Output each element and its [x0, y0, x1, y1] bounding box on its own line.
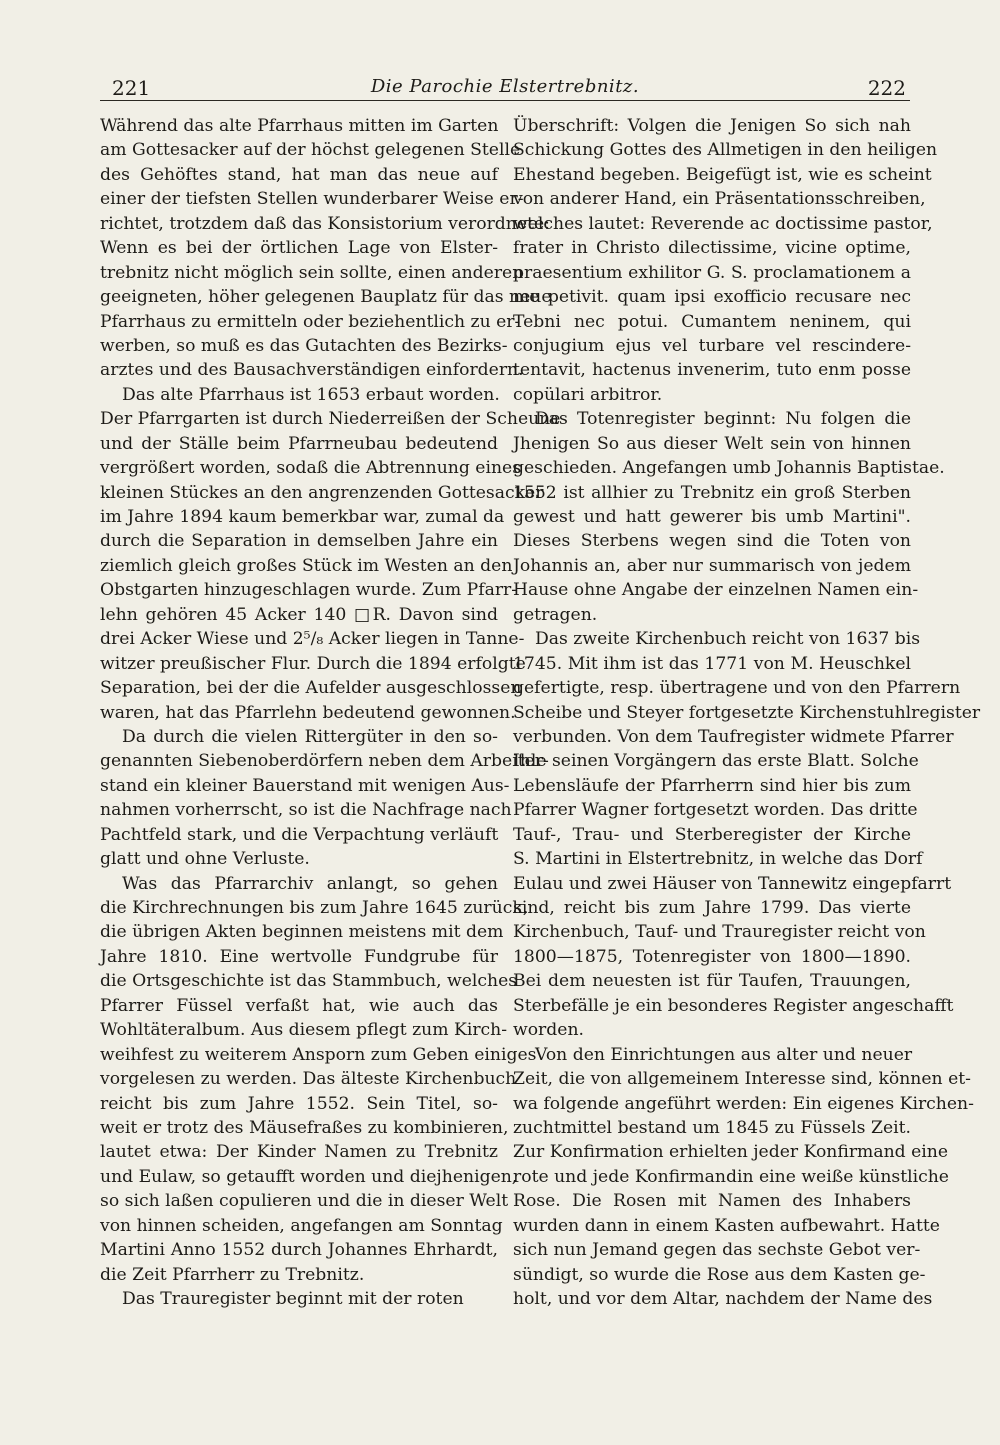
text-line: Pfarrer Füssel verfaßt hat, wie auch das [100, 995, 498, 1016]
text-line: sind, reicht bis zum Jahre 1799. Das vierte [513, 898, 911, 918]
text-line: durch die Separation in demselben Jahre ein [100, 531, 498, 552]
text-line: arztes und des Bausachverständigen einfordern. [100, 360, 524, 381]
text-line: Kirchenbuch, Tauf- und Trauregister reicht von [513, 922, 926, 943]
text-line: Während das alte Pfarrhaus mitten im Garten [100, 116, 499, 136]
header-rule [100, 100, 910, 101]
text-line: die Ortsgeschichte ist das Stammbuch, welches [100, 971, 518, 992]
text-line: einer der tiefsten Stellen wunderbarer Weise er- [100, 189, 524, 210]
text-line: lautet etwa: Der Kinder Namen zu Trebnitz [100, 1142, 498, 1163]
text-line: nahmen vorherrscht, so ist die Nachfrage nach [100, 800, 512, 821]
text-line: drei Acker Wiese und 2⁵/₈ Acker liegen in Tanne- [100, 629, 525, 650]
text-line: holt, und vor dem Altar, nachdem der Name des [513, 1289, 933, 1309]
text-line: glatt und ohne Verluste. [100, 849, 310, 870]
text-line: Das Trauregister beginnt mit der roten [122, 1289, 464, 1309]
text-line: die Zeit Pfarrherr zu Trebnitz. [100, 1264, 365, 1285]
text-line: Ehestand begeben. Beigefügt ist, wie es scheint [513, 164, 932, 185]
text-line: 1745. Mit ihm ist das 1771 von M. Heuschkel [513, 653, 911, 674]
text-line: witzer preußischer Flur. Durch die 1894 erfolgte [100, 653, 526, 674]
text-line: gewest und hatt gewerer bis umb Martini". [513, 507, 911, 527]
text-line: des Gehöftes stand, hat man das neue auf [100, 164, 498, 185]
text-line: Tebni nec potui. Cumantem neninem, qui [513, 311, 911, 332]
text-line: die Kirchrechnungen bis zum Jahre 1645 zurück, [100, 898, 529, 918]
text-line: Pfarrer Wagner fortgesetzt worden. Das dritte [513, 800, 918, 821]
text-line: wurden dann in einem Kasten aufbewahrt. Hatte [513, 1215, 940, 1236]
text-line: wa folgende angeführt werden: Ein eigenes Kirchen- [513, 1093, 974, 1114]
text-line: rote und jede Konfirmandin eine weiße künstliche [513, 1166, 949, 1187]
right-column [513, 114, 981, 1311]
text-line: Martini Anno 1552 durch Johannes Ehrhardt, [100, 1240, 498, 1261]
text-line: Zur Konfirmation erhielten jeder Konfirmand eine [513, 1142, 949, 1163]
text-line: reicht bis zum Jahre 1552. Sein Titel, so- [100, 1093, 498, 1114]
text-line: waren, hat das Pfarrlehn bedeutend gewonnen. [100, 702, 516, 723]
text-line: vergrößert worden, sodaß die Abtrennung eines [100, 458, 522, 479]
text-line: 1552 ist allhier zu Trebnitz ein groß Sterben [513, 482, 911, 503]
text-line: Sterbefälle je ein besonderes Register angeschafft [513, 995, 954, 1016]
text-line: welches lautet: Reverende ac doctissime pastor, [513, 213, 933, 234]
text-line: Zeit, die von allgemeinem Interesse sind, können et- [513, 1069, 971, 1090]
text-line: Der Pfarrgarten ist durch Niederreißen der Scheune [100, 409, 561, 430]
text-line: Johannis an, aber nur summarisch von jedem [513, 555, 911, 576]
text-line: Überschrift: Volgen die Jenigen So sich nah [513, 116, 911, 136]
page-header [100, 70, 910, 104]
text-line: Rose. Die Rosen mit Namen des Inhabers [513, 1191, 911, 1212]
text-line: worden. [513, 1020, 584, 1041]
text-line: Von den Einrichtungen aus alter und neuer [535, 1044, 913, 1065]
text-line: Pfarrhaus zu ermitteln oder beziehentlich zu er- [100, 311, 521, 332]
text-line: 1800—1875, Totenregister von 1800—1890. [513, 946, 911, 967]
text-line: S. Martini in Elstertrebnitz, in welche das Dorf [513, 849, 923, 870]
text-line: gefertigte, resp. übertragene und von den Pfarrern [513, 678, 961, 699]
text-line: Jahre 1810. Eine wertvolle Fundgrube für [100, 946, 498, 967]
text-line: conjugium ejus vel turbare vel rescindere- [513, 335, 911, 356]
text-line: tentavit, hactenus invenerim, tuto enm posse [513, 360, 911, 381]
text-line: genannten Siebenoberdörfern neben dem Arbeiter- [100, 751, 549, 772]
text-line: von hinnen scheiden, angefangen am Sonntag [100, 1215, 503, 1236]
text-line: zuchtmittel bestand um 1845 zu Füssels Zeit. [513, 1117, 911, 1138]
text-line: am Gottesacker auf der höchst gelegenen Stelle [100, 140, 521, 161]
text-line: Ihle seinen Vorgängern das erste Blatt. Solche [513, 751, 919, 772]
text-line: die übrigen Akten beginnen meistens mit dem [100, 922, 504, 943]
text-line: vorgelesen zu werden. Das älteste Kirchenbuch [100, 1069, 517, 1090]
text-line: Schickung Gottes des Allmetigen in den heiligen [513, 140, 938, 161]
text-line: sündigt, so wurde die Rose aus dem Kasten ge- [513, 1264, 926, 1285]
text-line: von anderer Hand, ein Präsentationsschreiben, [513, 189, 926, 210]
text-line: copülari arbitror. [513, 384, 663, 405]
text-line: geeigneten, höher gelegenen Bauplatz für das neue [100, 287, 552, 308]
text-line: Eulau und zwei Häuser von Tannewitz eingepfarrt [513, 873, 952, 894]
text-line: lehn gehören 45 Acker 140 □R. Davon sind [100, 604, 498, 625]
text-line: Das Totenregister beginnt: Nu folgen die [535, 409, 911, 430]
text-line: werben, so muß es das Gutachten des Bezirks- [100, 335, 508, 356]
text-line: verbunden. Von dem Taufregister widmete Pfarrer [513, 726, 954, 747]
text-line: Das zweite Kirchenbuch reicht von 1637 bis [535, 629, 921, 650]
text-line: Separation, bei der die Aufelder ausgeschlossen [100, 678, 522, 699]
text-line: Dieses Sterbens wegen sind die Toten von [513, 531, 911, 552]
text-line: Obstgarten hinzugeschlagen wurde. Zum Pfarr- [100, 580, 518, 601]
text-line: geschieden. Angefangen umb Johannis Baptistae. [513, 458, 945, 479]
text-line: Lebensläufe der Pfarrherrn sind hier bis zum [513, 775, 911, 796]
page-number-left: 221 [112, 76, 151, 100]
text-line: Hause ohne Angabe der einzelnen Namen ein- [513, 580, 919, 601]
text-line: Was das Pfarrarchiv anlangt, so gehen [122, 873, 498, 894]
text-line: getragen. [513, 604, 598, 625]
text-line: weit er trotz des Mäusefraßes zu kombinieren, [100, 1117, 509, 1138]
text-line: me petivit. quam ipsi exofficio recusare nec [513, 287, 911, 308]
running-title: Die Parochie Elstertrebnitz. [370, 76, 640, 97]
text-line: Jhenigen So aus dieser Welt sein von hinnen [513, 433, 911, 454]
text-line: Wohltäteralbum. Aus diesem pflegt zum Kirch- [100, 1020, 508, 1041]
text-line: im Jahre 1894 kaum bemerkbar war, zumal da [100, 507, 505, 527]
text-line: Wenn es bei der örtlichen Lage von Elster- [100, 238, 498, 259]
text-line: Scheibe und Steyer fortgesetzte Kirchenstuhlregister [513, 702, 981, 723]
text-line: frater in Christo dilectissime, vicine optime, [513, 238, 911, 259]
text-line: trebnitz nicht möglich sein sollte, einen anderen [100, 262, 524, 283]
text-line: Bei dem neuesten ist für Taufen, Trauungen, [513, 971, 911, 992]
text-line: Das alte Pfarrhaus ist 1653 erbaut worden. [122, 384, 500, 405]
text-line: Da durch die vielen Rittergüter in den so- [122, 726, 498, 747]
text-line: und der Ställe beim Pfarrneubau bedeutend [100, 433, 498, 454]
text-line: kleinen Stückes an den angrenzenden Gottesacker [100, 482, 544, 503]
text-line: und Eulaw, so getaufft worden und diejhenigen, [100, 1166, 518, 1187]
text-line: so sich laßen copulieren und die in dieser Welt [100, 1191, 509, 1212]
text-line: ziemlich gleich großes Stück im Westen an den [100, 555, 513, 576]
page-number-right: 222 [867, 76, 906, 100]
text-line: praesentium exhilitor G. S. proclamationem a [513, 262, 911, 283]
text-line: sich nun Jemand gegen das sechste Gebot ver- [513, 1240, 921, 1261]
text-line: weihfest zu weiterem Ansporn zum Geben einiges [100, 1044, 537, 1065]
text-line: richtet, trotzdem daß das Konsistorium verordnete: [100, 213, 550, 234]
text-line: stand ein kleiner Bauerstand mit wenigen Aus- [100, 775, 510, 796]
text-line: Pachtfeld stark, und die Verpachtung verläuft [100, 824, 499, 845]
text-line: Tauf-, Trau- und Sterberegister der Kirche [513, 824, 911, 845]
